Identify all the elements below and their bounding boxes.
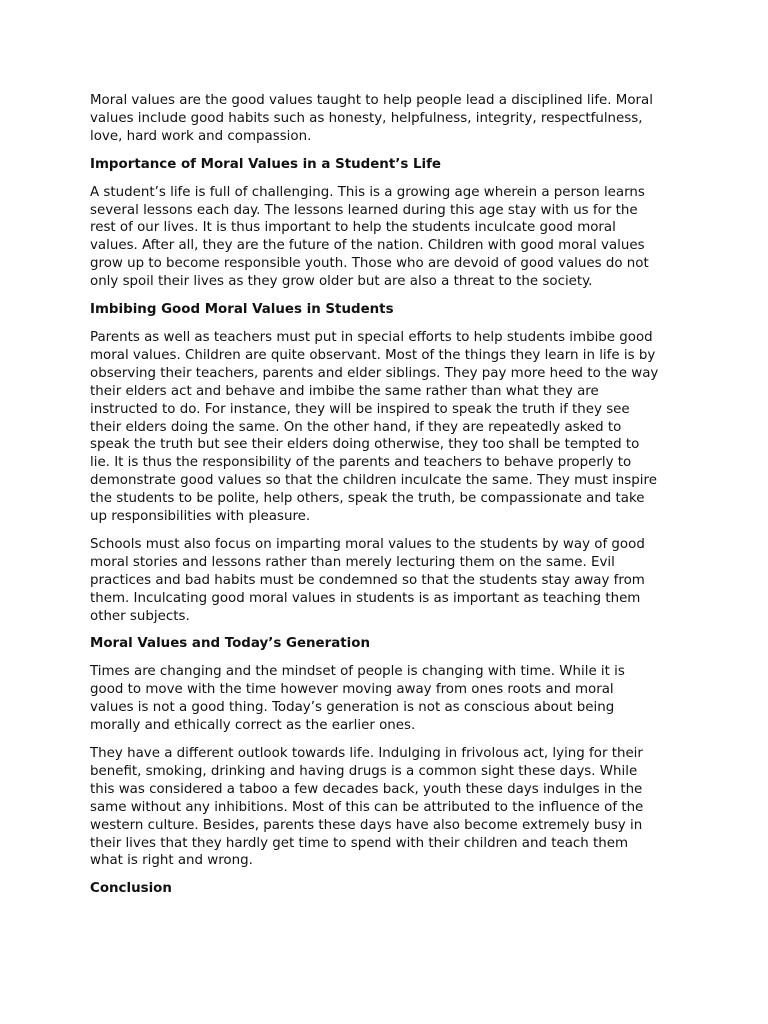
- intro-paragraph: Moral values are the good values taught to help people lead a disciplined life. Moral values include good habits such as honesty, helpfulness, integrity, respectfulness, love, hard work and compassion.: [90, 93, 653, 144]
- generation-paragraph-1: Times are changing and the mindset of people is changing with time. While it is good to move with the time however moving away from ones roots and moral values is not a good thing. Today’s generation is not as conscious about being morally and ethically correct as the earlier ones.: [90, 664, 625, 734]
- section-heading-importance: Importance of Moral Values in a Student’s Life: [90, 156, 441, 172]
- generation-paragraph-2: They have a different outlook towards life. Indulging in frivolous act, lying for their benefit, smoking, drinking and having drugs is a common sight these days. While this was considered a taboo a few decades back, youth these days indulges in the same without any inhibitions. Most of this can be attributed to the influence of the western culture. Besides, parents these days have also become extremely busy in their lives that they hardly get time to spend with their children and teach them what is right and wrong.: [90, 746, 644, 869]
- imbibing-paragraph-1: Parents as well as teachers must put in special efforts to help students imbibe good moral values. Children are quite observant. Most of the things they learn in life is by observing their teachers, parents and elder siblings. They pay more heed to the way their elders act and behave and imbibe the same rather than what they are instructed to do. For instance, they will be inspired to speak the truth if they see their elders doing the same. On the other hand, if they are repeatedly asked to speak the truth but see their elders doing otherwise, they too shall be tempted to lie. It is thus the responsibility of the parents and teachers to behave properly to demonstrate good values so that the children inculcate the same. They must inspire the students to be polite, help others, speak the truth, be compassionate and take up responsibilities with pleasure.: [90, 329, 659, 525]
- importance-paragraph: A student’s life is full of challenging. This is a growing age wherein a person learns several lessons each day. The lessons learned during this age stay with us for the rest of our lives. It is thus important to help the students inculcate good moral values. After all, they are the future of the nation. Children with good moral values grow up to become responsible youth. Those who are devoid of good values do not only spoil their lives as they grow older but are also a threat to the society.: [90, 184, 649, 290]
- section-heading-generation: Moral Values and Today’s Generation: [90, 636, 370, 652]
- document-page: [90, 92, 680, 908]
- imbibing-paragraph-2: Schools must also focus on imparting moral values to the students by way of good moral stories and lessons rather than merely lecturing them on the same. Evil practices and bad habits must be condemned so that the students stay away from them. Inculcating good moral values in students is as important as teaching them other subjects.: [90, 536, 645, 624]
- section-heading-conclusion: Conclusion: [90, 881, 172, 897]
- section-heading-imbibing: Imbibing Good Moral Values in Students: [90, 302, 394, 318]
